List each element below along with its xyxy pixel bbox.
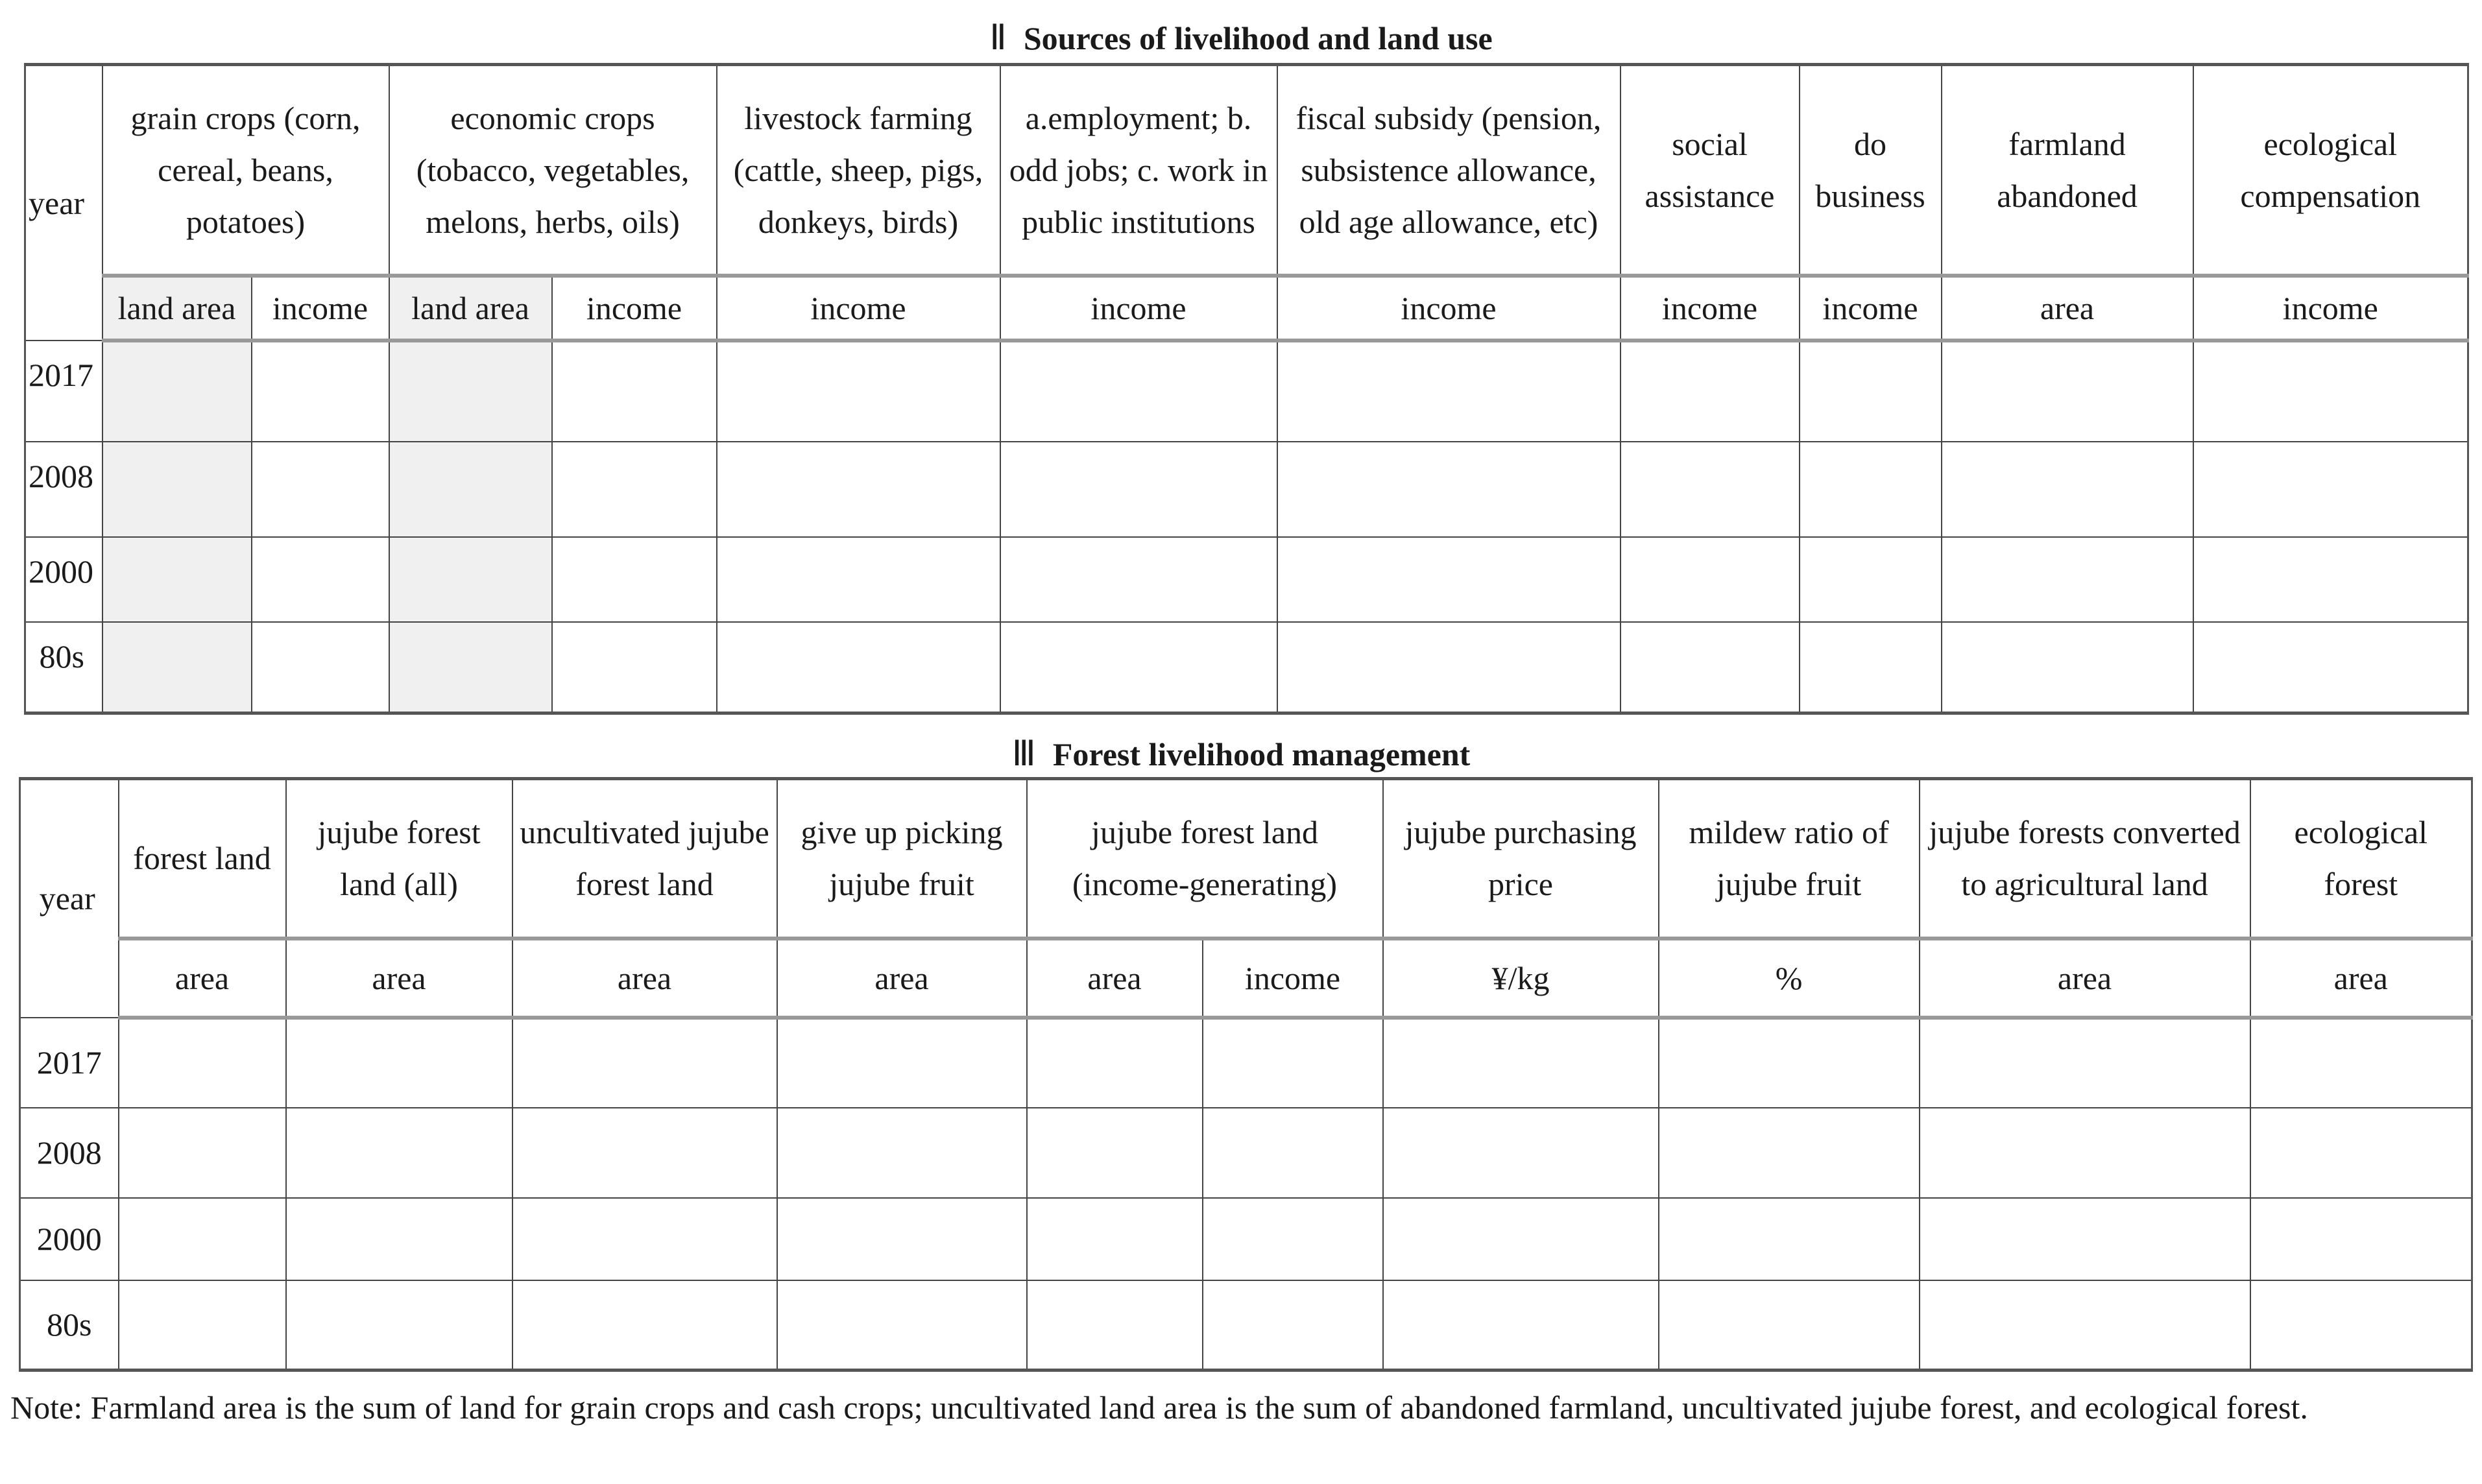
table-row xyxy=(25,537,2468,622)
cell-input[interactable] xyxy=(1383,1018,1659,1108)
section-III-numeral: Ⅲ xyxy=(1011,734,1036,773)
table-II-header-row xyxy=(25,65,2468,276)
cell-input[interactable] xyxy=(1027,1198,1203,1280)
unit-social-income: income xyxy=(1621,276,1800,341)
cell-input[interactable] xyxy=(1800,537,1942,622)
year-label: 2000 xyxy=(20,1198,119,1280)
table-III-header-row xyxy=(20,779,2472,939)
cell-input[interactable] xyxy=(777,1280,1027,1370)
cell-input[interactable] xyxy=(252,537,389,622)
year-header: year xyxy=(25,65,102,341)
header-social-assistance: social assistance xyxy=(1621,65,1800,276)
cell-input[interactable] xyxy=(1621,341,1800,442)
header-ecological-forest: ecological forest xyxy=(2250,779,2472,939)
cell-input[interactable] xyxy=(389,341,552,442)
unit-converted-area: area xyxy=(1920,939,2250,1018)
table-row xyxy=(20,1108,2472,1198)
cell-input[interactable] xyxy=(1000,622,1277,713)
cell-input[interactable] xyxy=(1000,341,1277,442)
year-label: 2008 xyxy=(25,442,102,537)
cell-input[interactable] xyxy=(1621,537,1800,622)
forest-livelihood-table xyxy=(19,777,2473,1372)
header-fiscal-subsidy: fiscal subsidy (pension, subsistence allowance, old age allowance, etc) xyxy=(1277,65,1621,276)
year-label: 2017 xyxy=(25,341,102,442)
cell-input[interactable] xyxy=(2193,537,2468,622)
year-label: 2008 xyxy=(20,1108,119,1198)
cell-input[interactable] xyxy=(252,622,389,713)
cell-input[interactable] xyxy=(552,341,717,442)
cell-input[interactable] xyxy=(2193,341,2468,442)
unit-economic-land-area: land area xyxy=(389,276,552,341)
header-jujube-price: jujube purchasing price xyxy=(1383,779,1659,939)
cell-input[interactable] xyxy=(1203,1018,1383,1108)
year-label: 80s xyxy=(20,1280,119,1370)
cell-input[interactable] xyxy=(102,341,252,442)
cell-input[interactable] xyxy=(1920,1108,2250,1198)
cell-input[interactable] xyxy=(1383,1108,1659,1198)
header-grain-crops: grain crops (corn, cereal, beans, potatoes) xyxy=(102,65,389,276)
section-III-title xyxy=(0,734,2482,774)
header-do-business: do business xyxy=(1800,65,1942,276)
cell-input[interactable] xyxy=(1800,341,1942,442)
cell-input[interactable] xyxy=(2250,1280,2472,1370)
unit-livestock-income: income xyxy=(717,276,1000,341)
cell-input[interactable] xyxy=(1800,622,1942,713)
table-III-unit-row xyxy=(20,939,2472,1018)
cell-input[interactable] xyxy=(389,622,552,713)
cell-input[interactable] xyxy=(1027,1280,1203,1370)
cell-input[interactable] xyxy=(1621,442,1800,537)
unit-ecocomp-income: income xyxy=(2193,276,2468,341)
table-II-unit-row xyxy=(25,276,2468,341)
cell-input[interactable] xyxy=(1383,1198,1659,1280)
cell-input[interactable] xyxy=(1027,1018,1203,1108)
table-row xyxy=(25,442,2468,537)
cell-input[interactable] xyxy=(1659,1108,1920,1198)
cell-input[interactable] xyxy=(102,442,252,537)
cell-input[interactable] xyxy=(777,1018,1027,1108)
cell-input[interactable] xyxy=(286,1280,512,1370)
unit-give-up-area: area xyxy=(777,939,1027,1018)
cell-input[interactable] xyxy=(1659,1280,1920,1370)
table-row xyxy=(20,1198,2472,1280)
cell-input[interactable] xyxy=(1942,622,2193,713)
cell-input[interactable] xyxy=(552,442,717,537)
cell-input[interactable] xyxy=(717,341,1000,442)
cell-input[interactable] xyxy=(252,442,389,537)
cell-input[interactable] xyxy=(1800,442,1942,537)
unit-income-gen-area: area xyxy=(1027,939,1203,1018)
cell-input[interactable] xyxy=(1942,537,2193,622)
section-II-title-text: Sources of livelihood and land use xyxy=(1023,20,1493,56)
unit-forest-area: area xyxy=(119,939,286,1018)
cell-input[interactable] xyxy=(1027,1108,1203,1198)
cell-input[interactable] xyxy=(1920,1198,2250,1280)
cell-input[interactable] xyxy=(1000,442,1277,537)
cell-input[interactable] xyxy=(1277,537,1621,622)
cell-input[interactable] xyxy=(777,1198,1027,1280)
header-converted-to-agri: jujube forests converted to agricultural land xyxy=(1920,779,2250,939)
cell-input[interactable] xyxy=(1942,442,2193,537)
unit-abandoned-area: area xyxy=(1942,276,2193,341)
cell-input[interactable] xyxy=(717,442,1000,537)
header-ecological-compensation: ecological compensation xyxy=(2193,65,2468,276)
cell-input[interactable] xyxy=(2193,622,2468,713)
cell-input[interactable] xyxy=(1942,341,2193,442)
cell-input[interactable] xyxy=(389,537,552,622)
cell-input[interactable] xyxy=(512,1198,777,1280)
unit-mildew-percent: % xyxy=(1659,939,1920,1018)
cell-input[interactable] xyxy=(1920,1280,2250,1370)
unit-business-income: income xyxy=(1800,276,1942,341)
cell-input[interactable] xyxy=(389,442,552,537)
unit-income-gen-income: income xyxy=(1203,939,1383,1018)
header-jujube-income-generating: jujube forest land (income-generating) xyxy=(1027,779,1383,939)
cell-input[interactable] xyxy=(717,537,1000,622)
table-row xyxy=(25,341,2468,442)
cell-input[interactable] xyxy=(119,1018,286,1108)
cell-input[interactable] xyxy=(119,1198,286,1280)
section-II-numeral: Ⅱ xyxy=(989,18,1007,57)
cell-input[interactable] xyxy=(119,1280,286,1370)
cell-input[interactable] xyxy=(2250,1108,2472,1198)
header-forest-land: forest land xyxy=(119,779,286,939)
cell-input[interactable] xyxy=(1203,1198,1383,1280)
cell-input[interactable] xyxy=(1277,622,1621,713)
header-livestock-farming: livestock farming (cattle, sheep, pigs, donkeys, birds) xyxy=(717,65,1000,276)
cell-input[interactable] xyxy=(286,1108,512,1198)
cell-input[interactable] xyxy=(1383,1280,1659,1370)
cell-input[interactable] xyxy=(2250,1198,2472,1280)
year-label: 80s xyxy=(25,622,102,713)
unit-eco-forest-area: area xyxy=(2250,939,2472,1018)
table-note: Note: Farmland area is the sum of land for grain crops and cash crops; uncultivated land area is the sum of abandoned farmland, uncultivated jujube forest, and ecological forest. xyxy=(10,1389,2308,1426)
cell-input[interactable] xyxy=(2250,1018,2472,1108)
cell-input[interactable] xyxy=(1659,1018,1920,1108)
cell-input[interactable] xyxy=(512,1018,777,1108)
cell-input[interactable] xyxy=(1659,1198,1920,1280)
unit-economic-income: income xyxy=(552,276,717,341)
table-row xyxy=(20,1018,2472,1108)
unit-price-yuan-per-kg: ¥/kg xyxy=(1383,939,1659,1018)
cell-input[interactable] xyxy=(552,537,717,622)
header-mildew-ratio: mildew ratio of jujube fruit xyxy=(1659,779,1920,939)
header-farmland-abandoned: farmland abandoned xyxy=(1942,65,2193,276)
cell-input[interactable] xyxy=(777,1108,1027,1198)
cell-input[interactable] xyxy=(552,622,717,713)
header-economic-crops: economic crops (tobacco, vegetables, melons, herbs, oils) xyxy=(389,65,717,276)
year-label: 2000 xyxy=(25,537,102,622)
cell-input[interactable] xyxy=(1277,442,1621,537)
header-employment: a.employment; b. odd jobs; c. work in public institutions xyxy=(1000,65,1277,276)
cell-input[interactable] xyxy=(512,1108,777,1198)
cell-input[interactable] xyxy=(1203,1108,1383,1198)
cell-input[interactable] xyxy=(286,1198,512,1280)
unit-uncultivated-area: area xyxy=(512,939,777,1018)
cell-input[interactable] xyxy=(1000,537,1277,622)
cell-input[interactable] xyxy=(119,1108,286,1198)
section-II-title xyxy=(0,18,2482,58)
cell-input[interactable] xyxy=(1277,341,1621,442)
cell-input[interactable] xyxy=(512,1280,777,1370)
table-row xyxy=(25,622,2468,713)
header-jujube-forest-all: jujube forest land (all) xyxy=(286,779,512,939)
year-label: 2017 xyxy=(20,1018,119,1108)
cell-input[interactable] xyxy=(717,622,1000,713)
livelihood-land-use-table xyxy=(24,63,2469,715)
section-III-title-text: Forest livelihood management xyxy=(1052,736,1471,772)
cell-input[interactable] xyxy=(252,341,389,442)
header-give-up-picking: give up picking jujube fruit xyxy=(777,779,1027,939)
cell-input[interactable] xyxy=(286,1018,512,1108)
cell-input[interactable] xyxy=(1203,1280,1383,1370)
cell-input[interactable] xyxy=(1920,1018,2250,1108)
unit-grain-land-area: land area xyxy=(102,276,252,341)
year-header: year xyxy=(20,779,119,1018)
unit-grain-income: income xyxy=(252,276,389,341)
unit-fiscal-income: income xyxy=(1277,276,1621,341)
cell-input[interactable] xyxy=(1621,622,1800,713)
unit-employment-income: income xyxy=(1000,276,1277,341)
cell-input[interactable] xyxy=(102,622,252,713)
cell-input[interactable] xyxy=(102,537,252,622)
cell-input[interactable] xyxy=(2193,442,2468,537)
header-uncultivated-jujube: uncultivated jujube forest land xyxy=(512,779,777,939)
table-row xyxy=(20,1280,2472,1370)
unit-jujube-all-area: area xyxy=(286,939,512,1018)
